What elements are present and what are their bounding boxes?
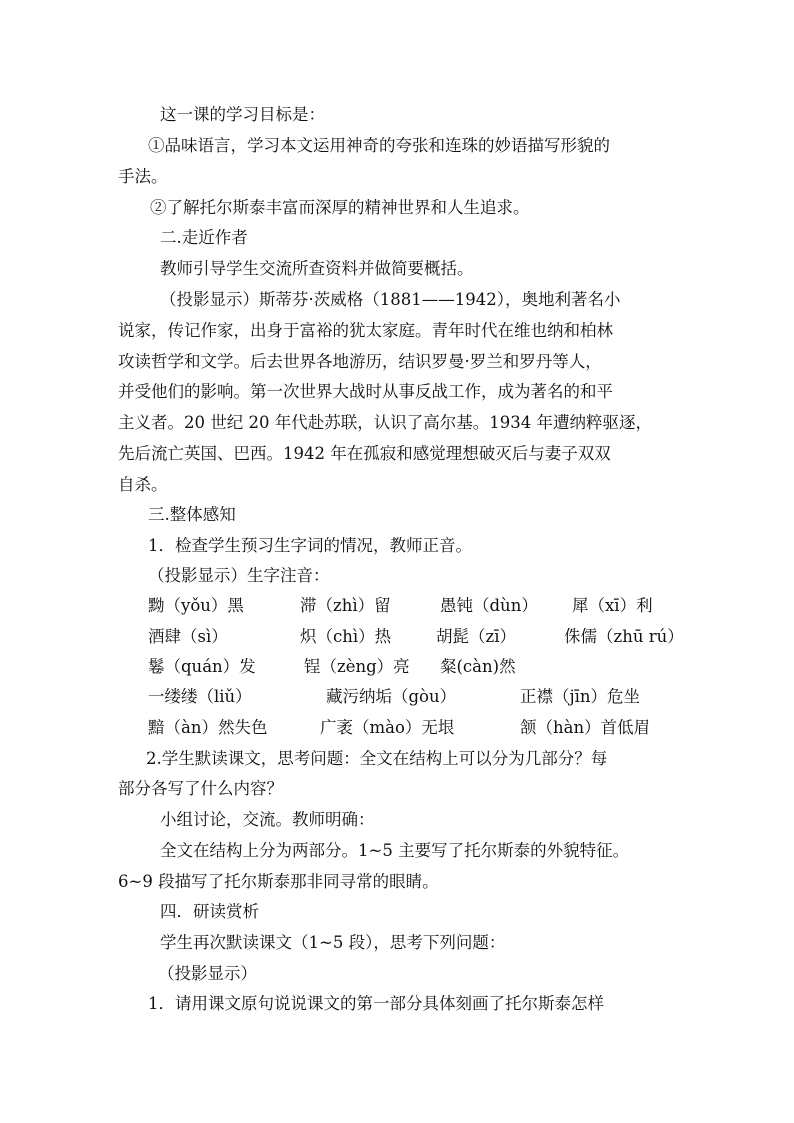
section-4-intro: 学生再次默读课文（1~5 段），思考下列问题：: [160, 933, 506, 952]
bio-line-4: 并受他们的影响。第一次世界大战时从事反战工作，成为著名的和平: [118, 382, 613, 401]
section-4-item-1: 1．请用课文原句说说课文的第一部分具体刻画了托尔斯泰怎样: [148, 994, 604, 1013]
vocab-item: 藏污纳垢（gòu）: [326, 687, 457, 706]
vocab-item: 犀（xī）利: [572, 596, 653, 615]
vocab-item: 锃（zèng）亮: [304, 657, 410, 676]
vocab-item: 侏儒（zhū rú）: [564, 627, 684, 646]
vocab-item: 一缕缕（liǔ）: [148, 687, 252, 706]
bio-line-6: 先后流亡英国、巴西。1942 年在孤寂和感觉理想破灭后与妻子双双: [118, 444, 611, 463]
bio-line-2: 说家，传记作家，出身于富裕的犹太家庭。青年时代在维也纳和柏林: [118, 321, 613, 340]
section-3-heading: 三.整体感知: [148, 505, 236, 524]
vocab-item: 胡髭（zī）: [436, 627, 516, 646]
vocab-row-5: [148, 718, 688, 740]
vocab-row-1: [148, 596, 688, 618]
section-3-item-2-line-1: 2.学生默读课文，思考问题：全文在结构上可以分为几部分？每: [146, 749, 608, 768]
vocab-item: 炽（chì）热: [300, 627, 392, 646]
section-2-heading: 二.走近作者: [160, 228, 248, 247]
vocab-item: 黯（àn）然失色: [148, 718, 268, 737]
section-2-intro: 教师引导学生交流所查资料并做简要概括。: [160, 259, 474, 278]
goal-intro: 这一课的学习目标是：: [160, 105, 325, 124]
goal-2: ②了解托尔斯泰丰富而深厚的精神世界和人生追求。: [150, 198, 530, 217]
section-3-projection: （投影显示）生字注音：: [148, 566, 330, 585]
section-3-item-1: 1．检查学生预习生字词的情况，教师正音。: [148, 536, 472, 555]
vocab-item: 粲(càn)然: [440, 657, 516, 676]
section-4-projection: （投影显示）: [158, 964, 257, 983]
bio-line-3: 攻读哲学和文学。后去世界各地游历，结识罗曼·罗兰和罗丹等人，: [118, 352, 602, 371]
vocab-item: 愚钝（dùn）: [440, 596, 538, 615]
vocab-item: 鬈（quán）发: [148, 657, 256, 676]
section-3-answer-line-2: 6~9 段描写了托尔斯泰那非同寻常的眼睛。: [118, 872, 439, 891]
vocab-row-3: [148, 657, 688, 679]
vocab-item: 广袤（mào）无垠: [320, 718, 455, 737]
bio-line-1: （投影显示）斯蒂芬·茨威格（1881——1942），奥地利著名小: [160, 290, 621, 309]
bio-line-5: 主义者。20 世纪 20 年代赴苏联，认识了高尔基。1934 年遭纳粹驱逐，: [118, 413, 652, 432]
section-3-answer-line-1: 全文在结构上分为两部分。1~5 主要写了托尔斯泰的外貌特征。: [160, 841, 630, 860]
vocab-item: 正襟（jīn）危坐: [520, 687, 641, 706]
vocab-item: 酒肆（sì）: [148, 627, 228, 646]
vocab-item: 黝（yǒu）黑: [148, 596, 244, 615]
section-3-item-2-line-2: 部分各写了什么内容？: [118, 779, 283, 798]
vocab-item: 滞（zhì）留: [300, 596, 391, 615]
section-4-heading: 四．研读赏析: [160, 902, 259, 921]
goal-1-line-2: 手法。: [118, 167, 168, 186]
vocab-row-2: [148, 627, 688, 649]
goal-1-line-1: ①品味语言，学习本文运用神奇的夸张和连珠的妙语描写形貌的: [148, 136, 610, 155]
vocab-item: 颔（hàn）首低眉: [520, 718, 651, 737]
bio-line-7: 自杀。: [118, 475, 168, 494]
section-3-discuss: 小组讨论，交流。教师明确：: [160, 810, 375, 829]
vocab-row-4: [148, 687, 688, 709]
